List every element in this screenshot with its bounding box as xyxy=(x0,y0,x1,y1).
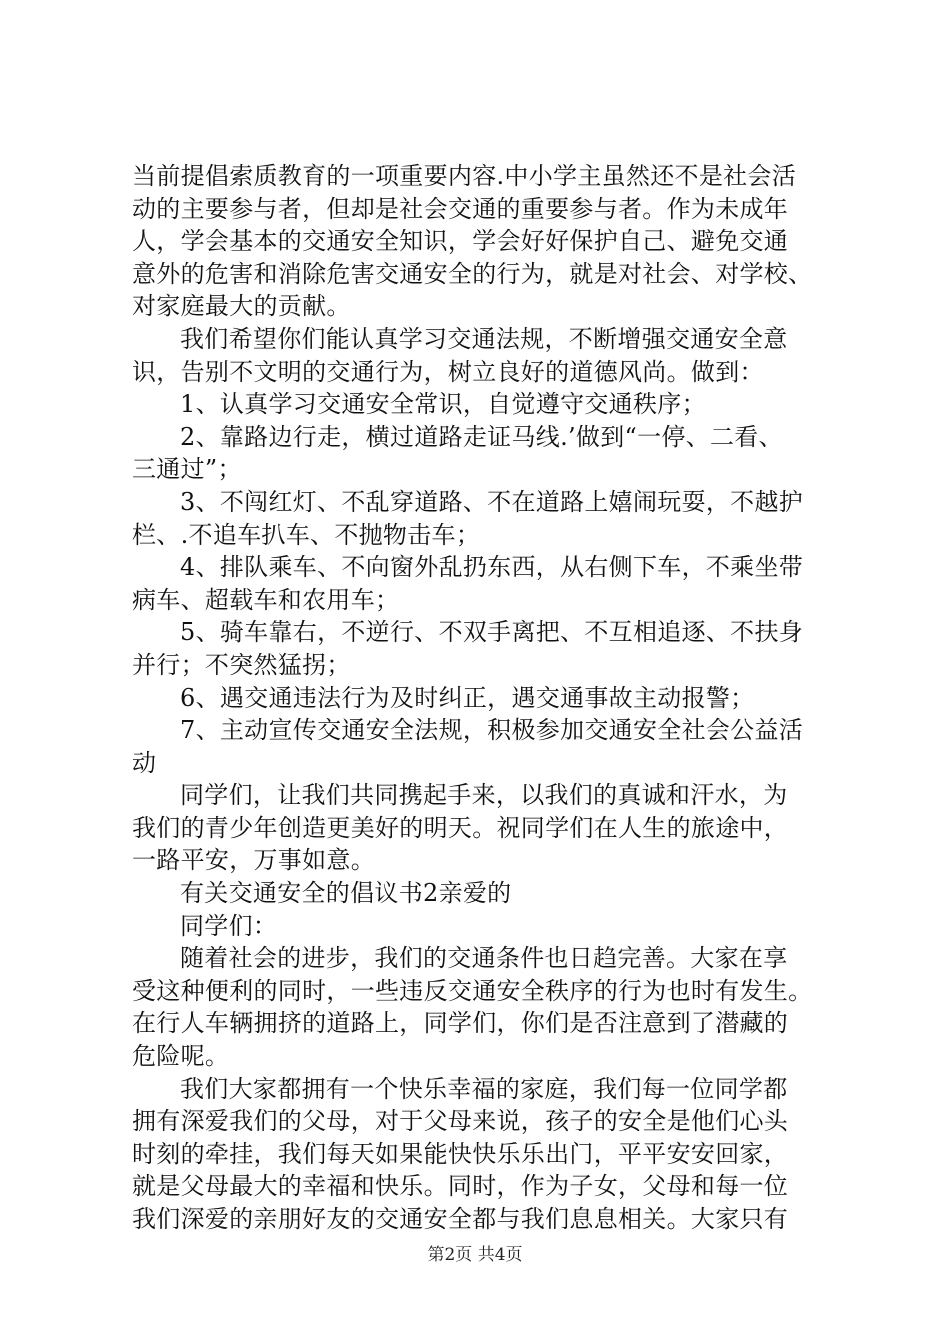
text-line: 对家庭最大的贡献。 xyxy=(132,292,351,321)
text-line: 我们希望你们能认真学习交通法规，不断增强交通安全意 xyxy=(180,324,788,353)
text-line: 病车、超载车和农用车； xyxy=(132,585,400,614)
text-line: 1、认真学习交通安全常识，自觉遵守交通秩序； xyxy=(180,390,706,419)
text-line: 当前提倡索质教育的一项重要内容.中小学主虽然还不是社会活 xyxy=(132,162,797,190)
text-line: 3、不闯红灯、不乱穿道路、不在道路上嬉闹玩耍，不越护 xyxy=(180,487,804,516)
text-line: 4、排队乘车、不向窗外乱扔东西，从右侧下车，不乘坐带 xyxy=(180,553,804,582)
text-line: 时刻的牵挂，我们每天如果能快快乐乐出门，平平安安回家， xyxy=(132,1139,789,1168)
text-line: 我们的青少年创造更美好的明天。祝同学们在人生的旅途中， xyxy=(132,813,789,842)
text-line: 栏、.不追车扒车、不抛物击车； xyxy=(132,520,481,549)
text-line: 2、靠路边行走，横过道路走证马线.’做到“一停、二看、 xyxy=(180,422,783,451)
text-line: 人，学会基本的交通安全知识，学会好好保护自己、避免交通 xyxy=(132,227,789,256)
text-line: 动 xyxy=(132,748,157,777)
text-line: 拥有深爱我们的父母，对于父母来说，孩子的安全是他们心头 xyxy=(132,1107,789,1136)
text-line: 就是父母最大的幸福和快乐。同时，作为子女，父母和每一位 xyxy=(132,1172,789,1201)
text-line: 我们深爱的亲朋好友的交通安全都与我们息息相关。大家只有 xyxy=(132,1205,789,1233)
text-line: 7、主动宣传交通安全法规，积极参加交通安全社会公益活 xyxy=(180,716,804,745)
text-line: 同学们： xyxy=(180,911,278,940)
text-line: 三通过”； xyxy=(132,455,242,484)
document-body xyxy=(132,160,832,1236)
text-line: 5、骑车靠右，不逆行、不双手离把、不互相追逐、不扶身 xyxy=(180,618,804,647)
text-line: 一路平安，万事如意。 xyxy=(132,846,375,875)
text-line: 受这种便利的同时，一些违反交通安全秩序的行为也时有发生。 xyxy=(132,976,813,1005)
text-line: 同学们，让我们共同携起手来，以我们的真诚和汗水，为 xyxy=(180,781,788,810)
text-line: 我们大家都拥有一个快乐幸福的家庭，我们每一位同学都 xyxy=(180,1074,788,1103)
text-line: 危险呢。 xyxy=(132,1042,230,1071)
page-footer: 第2页 共4页 xyxy=(427,1245,523,1265)
text-line: 随着社会的进步，我们的交通条件也日趋完善。大家在享 xyxy=(180,944,788,973)
text-line: 识，告别不文明的交通行为，树立良好的道德风尚。做到： xyxy=(132,357,764,386)
text-line: 在行人车辆拥挤的道路上，同学们，你们是否注意到了潜藏的 xyxy=(132,1009,789,1038)
text-line: 并行；不突然猛拐； xyxy=(132,650,351,679)
text-line: 有关交通安全的倡议书2亲爱的 xyxy=(180,879,512,908)
text-line: 6、遇交通违法行为及时纠正，遇交通事故主动报警； xyxy=(180,683,755,712)
text-line: 动的主要参与者，但却是社会交通的重要参与者。作为未成年 xyxy=(132,194,789,223)
text-line: 意外的危害和消除危害交通安全的行为，就是对社会、对学校、 xyxy=(132,259,813,288)
